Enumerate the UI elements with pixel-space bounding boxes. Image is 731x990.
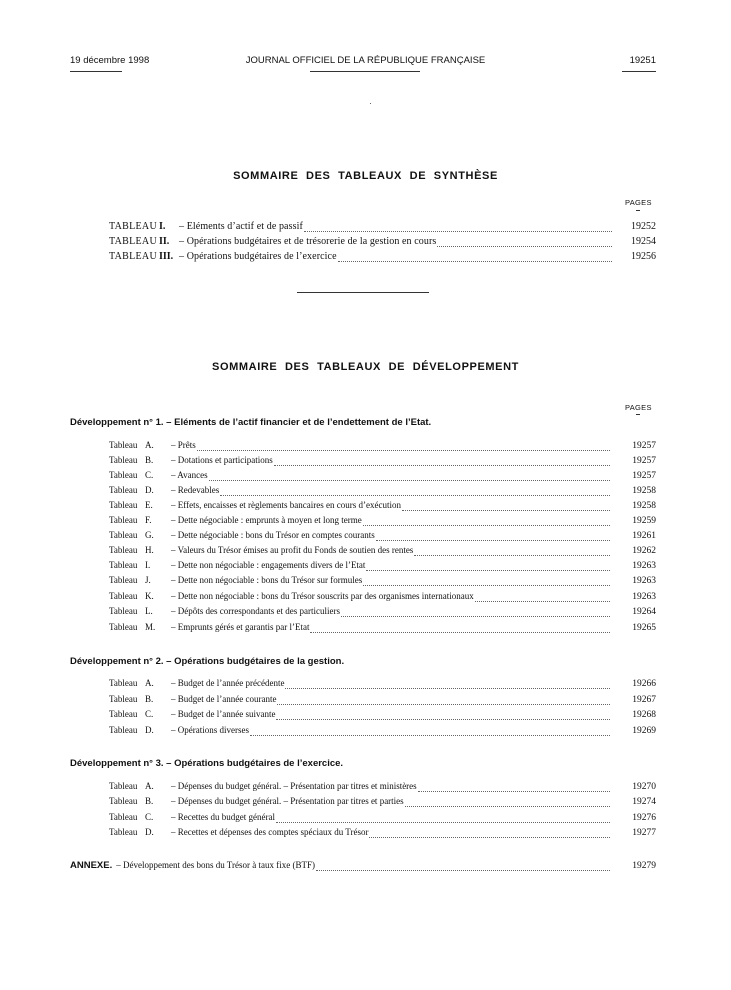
row-label: Tableau bbox=[109, 530, 138, 540]
row-text: – Budget de l’année courante bbox=[171, 694, 277, 704]
row-text: – Dette non négociable : bons du Trésor sur formules bbox=[171, 575, 363, 585]
dot-leader bbox=[310, 632, 610, 633]
toc-row bbox=[109, 606, 656, 620]
row-letter: E. bbox=[145, 500, 153, 510]
row-page: 19268 bbox=[632, 710, 656, 720]
toc-row bbox=[109, 694, 656, 708]
row-page: 19257 bbox=[632, 456, 656, 466]
row-page: 19274 bbox=[632, 797, 656, 807]
row-page: 19256 bbox=[631, 251, 656, 262]
row-letter: I. bbox=[145, 560, 151, 570]
row-text: – Opérations diverses bbox=[171, 725, 249, 735]
row-page: 19257 bbox=[632, 471, 656, 481]
row-page: 19267 bbox=[632, 695, 656, 705]
toc-row bbox=[109, 470, 656, 484]
row-label: Tableau bbox=[109, 500, 138, 510]
row-letter: A. bbox=[145, 781, 154, 791]
row-label: Tableau bbox=[109, 455, 138, 465]
toc-row bbox=[109, 455, 656, 469]
header-rule-right bbox=[622, 71, 656, 72]
row-letter: D. bbox=[145, 485, 154, 495]
row-label: Tableau bbox=[109, 796, 138, 806]
row-text: – Opérations budgétaires et de trésorerie de la gestion en cours bbox=[179, 236, 437, 247]
row-label: Tableau bbox=[109, 709, 138, 719]
row-page: 19259 bbox=[632, 516, 656, 526]
row-letter: A. bbox=[145, 678, 154, 688]
row-page: 19266 bbox=[632, 679, 656, 689]
toc-row bbox=[109, 440, 656, 454]
row-label: Tableau bbox=[109, 827, 138, 837]
row-letter: J. bbox=[145, 575, 151, 585]
row-label: Tableau bbox=[109, 515, 138, 525]
row-page: 19258 bbox=[632, 501, 656, 511]
row-text: – Dette non négociable : bons du Trésor souscrits par des organismes internationaux bbox=[171, 591, 474, 601]
dot-leader bbox=[338, 261, 612, 262]
row-text: – Budget de l’année suivante bbox=[171, 709, 276, 719]
row-label: TABLEAU bbox=[109, 251, 157, 262]
row-label: Tableau bbox=[109, 606, 138, 616]
toc-row bbox=[109, 678, 656, 692]
header-date: 19 décembre 1998 bbox=[70, 55, 150, 66]
dot-leader bbox=[276, 719, 610, 720]
dot-leader bbox=[276, 822, 610, 823]
row-text: – Prêts bbox=[171, 440, 196, 450]
developpement-title: SOMMAIRE DES TABLEAUX DE DÉVELOPPEMENT bbox=[212, 361, 519, 373]
row-label: TABLEAU bbox=[109, 221, 157, 232]
dot-leader bbox=[274, 465, 610, 466]
row-text: – Recettes et dépenses des comptes spéciaux du Trésor bbox=[171, 827, 369, 837]
dot-leader bbox=[363, 525, 610, 526]
row-label: Tableau bbox=[109, 591, 138, 601]
row-page: 19269 bbox=[632, 726, 656, 736]
dot-leader bbox=[285, 688, 610, 689]
row-page: 19252 bbox=[631, 221, 656, 232]
header-rule-left bbox=[70, 71, 122, 72]
toc-row bbox=[109, 781, 656, 795]
row-text: – Recettes du budget général bbox=[171, 812, 275, 822]
row-text: – Dépenses du budget général. – Présentation par titres et parties bbox=[171, 796, 404, 806]
dot-leader bbox=[277, 704, 610, 705]
row-label: Tableau bbox=[109, 485, 138, 495]
row-label: TABLEAU bbox=[109, 236, 157, 247]
row-letter: II. bbox=[159, 236, 170, 247]
row-letter: III. bbox=[159, 251, 174, 262]
row-page: 19261 bbox=[632, 531, 656, 541]
row-label: Tableau bbox=[109, 470, 138, 480]
section-separator bbox=[297, 292, 429, 293]
dot-leader bbox=[366, 570, 610, 571]
toc-row bbox=[109, 530, 656, 544]
row-letter: B. bbox=[145, 796, 154, 806]
toc-row bbox=[109, 485, 656, 499]
row-text: – Valeurs du Trésor émises au profit du Fonds de soutien des rentes bbox=[171, 545, 414, 555]
dot-leader bbox=[414, 555, 610, 556]
synthese-row bbox=[109, 251, 656, 265]
group-heading: Développement n° 3. – Opérations budgétaires de l’exercice. bbox=[70, 758, 344, 769]
row-page: 19264 bbox=[632, 607, 656, 617]
row-letter: D. bbox=[145, 725, 154, 735]
journal-title: JOURNAL OFFICIEL DE LA RÉPUBLIQUE FRANÇAISE bbox=[245, 55, 486, 66]
dot-leader bbox=[437, 246, 612, 247]
dot-leader bbox=[250, 735, 610, 736]
row-text: – Eléments d’actif et de passif bbox=[179, 221, 303, 232]
dot-leader bbox=[376, 540, 610, 541]
synthese-pages-label: PAGES bbox=[625, 198, 652, 207]
row-label: Tableau bbox=[109, 694, 138, 704]
dot-leader bbox=[209, 480, 610, 481]
group-heading: Développement n° 2. – Opérations budgétaires de la gestion. bbox=[70, 656, 345, 667]
synthese-row bbox=[109, 221, 656, 235]
row-page: 19277 bbox=[632, 828, 656, 838]
toc-row bbox=[109, 515, 656, 529]
row-letter: A. bbox=[145, 440, 154, 450]
synthese-row bbox=[109, 236, 656, 250]
row-page: 19276 bbox=[632, 813, 656, 823]
row-letter: K. bbox=[145, 591, 154, 601]
row-letter: C. bbox=[145, 470, 154, 480]
row-text: – Dette non négociable : engagements divers de l’Etat bbox=[171, 560, 366, 570]
dot-leader bbox=[304, 231, 612, 232]
toc-row bbox=[109, 796, 656, 810]
toc-row bbox=[109, 591, 656, 605]
dot-leader bbox=[405, 806, 610, 807]
dot-leader bbox=[475, 601, 610, 602]
developpement-pages-label: PAGES bbox=[625, 403, 652, 412]
row-page: 19265 bbox=[632, 623, 656, 633]
row-text: – Avances bbox=[171, 470, 208, 480]
toc-row bbox=[109, 560, 656, 574]
dot-leader bbox=[418, 791, 610, 792]
row-page: 19263 bbox=[632, 592, 656, 602]
row-text: – Opérations budgétaires de l’exercice bbox=[179, 251, 337, 262]
row-letter: B. bbox=[145, 694, 154, 704]
row-page: 19270 bbox=[632, 782, 656, 792]
row-label: Tableau bbox=[109, 812, 138, 822]
toc-row bbox=[109, 545, 656, 559]
row-text: – Dépenses du budget général. – Présentation par titres et ministères bbox=[171, 781, 417, 791]
dot-leader bbox=[341, 616, 610, 617]
row-text: – Budget de l’année précédente bbox=[171, 678, 285, 688]
row-letter: C. bbox=[145, 709, 154, 719]
row-letter: L. bbox=[145, 606, 153, 616]
row-text: – Dette négociable : emprunts à moyen et long terme bbox=[171, 515, 362, 525]
dot-leader bbox=[220, 495, 610, 496]
row-page: 19257 bbox=[632, 441, 656, 451]
row-label: Tableau bbox=[109, 622, 138, 632]
dot-leader bbox=[197, 450, 610, 451]
row-label: Tableau bbox=[109, 781, 138, 791]
row-letter: C. bbox=[145, 812, 154, 822]
row-text: – Dette négociable : bons du Trésor en comptes courants bbox=[171, 530, 375, 540]
toc-row bbox=[109, 709, 656, 723]
row-page: 19263 bbox=[632, 576, 656, 586]
row-label: Tableau bbox=[109, 440, 138, 450]
toc-row bbox=[109, 827, 656, 841]
synthese-title: SOMMAIRE DES TABLEAUX DE SYNTHÈSE bbox=[233, 170, 498, 182]
row-text: – Redevables bbox=[171, 485, 220, 495]
toc-row bbox=[109, 575, 656, 589]
row-label: Tableau bbox=[109, 678, 138, 688]
row-label: Tableau bbox=[109, 545, 138, 555]
row-page: 19263 bbox=[632, 561, 656, 571]
developpement-pages-tick bbox=[636, 414, 640, 415]
row-letter: B. bbox=[145, 455, 154, 465]
row-text: – Dépôts des correspondants et des particuliers bbox=[171, 606, 340, 616]
header-page-number: 19251 bbox=[629, 55, 656, 66]
row-letter: H. bbox=[145, 545, 154, 555]
annex-text: – Développement des bons du Trésor à taux fixe (BTF) bbox=[116, 860, 315, 870]
toc-row bbox=[109, 812, 656, 826]
group-heading: Développement n° 1. – Eléments de l’actif financier et de l’endettement de l’Etat. bbox=[70, 417, 432, 428]
dot-leader bbox=[316, 870, 610, 871]
dot-leader bbox=[363, 585, 610, 586]
print-speck bbox=[370, 103, 371, 104]
toc-row bbox=[109, 725, 656, 739]
row-letter: F. bbox=[145, 515, 152, 525]
synthese-pages-tick bbox=[636, 210, 640, 211]
row-letter: M. bbox=[145, 622, 156, 632]
row-label: Tableau bbox=[109, 725, 138, 735]
row-letter: G. bbox=[145, 530, 154, 540]
row-text: – Emprunts gérés et garantis par l’Etat bbox=[171, 622, 310, 632]
row-letter: D. bbox=[145, 827, 154, 837]
row-page: 19258 bbox=[632, 486, 656, 496]
annex-row bbox=[70, 860, 656, 874]
toc-row bbox=[109, 622, 656, 636]
row-label: Tableau bbox=[109, 575, 138, 585]
toc-row bbox=[109, 500, 656, 514]
dot-leader bbox=[369, 837, 610, 838]
row-page: 19254 bbox=[631, 236, 656, 247]
annex-label: ANNEXE. bbox=[70, 860, 113, 871]
row-text: – Dotations et participations bbox=[171, 455, 273, 465]
annex-page: 19279 bbox=[632, 861, 656, 871]
row-page: 19262 bbox=[632, 546, 656, 556]
row-letter: I. bbox=[159, 221, 166, 232]
row-label: Tableau bbox=[109, 560, 138, 570]
header-rule-center bbox=[310, 71, 420, 72]
dot-leader bbox=[402, 510, 610, 511]
row-text: – Effets, encaisses et règlements bancaires en cours d’exécution bbox=[171, 500, 401, 510]
